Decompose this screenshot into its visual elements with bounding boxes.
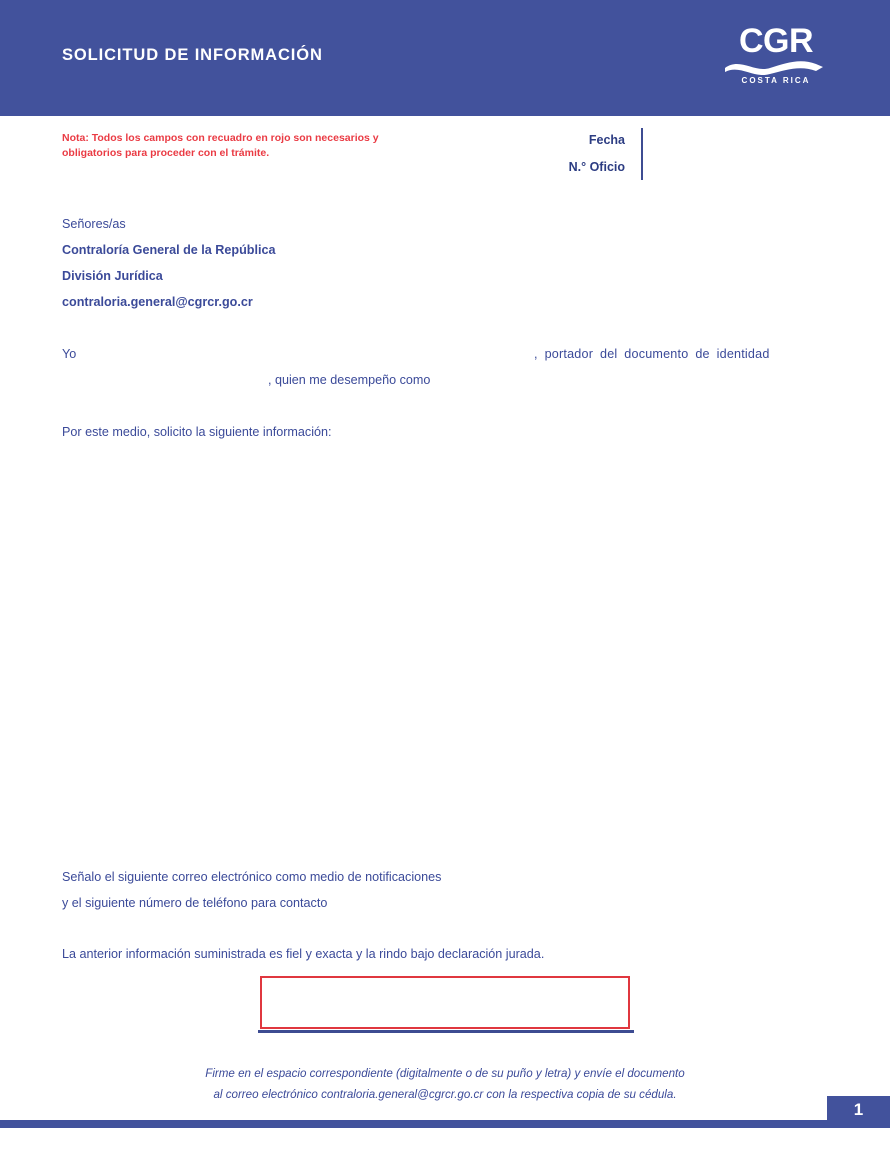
- declaration-prefix: Yo: [62, 347, 77, 361]
- declaration-paragraph: [62, 341, 828, 393]
- note-line-2: obligatorios para proceder con el trámite.: [62, 146, 270, 159]
- page-title: SOLICITUD DE INFORMACIÓN: [62, 46, 323, 64]
- footer-line-2: al correo electrónico contraloria.general@cgrcr.go.cr con la respectiva copia de su cédula.: [213, 1088, 677, 1101]
- fecha-label: Fecha: [588, 133, 625, 147]
- notification-email-line: Señalo el siguiente correo electrónico como medio de notificaciones: [62, 870, 442, 884]
- footer-line-1: Firme en el espacio correspondiente (digitalmente o de su puño y letra) y envíe el documento: [205, 1067, 685, 1080]
- document-meta-labels: [420, 127, 625, 181]
- declaration-suffix: , quien me desempeño como: [268, 373, 431, 387]
- request-content-field[interactable]: [62, 452, 828, 852]
- required-fields-note: [62, 131, 482, 160]
- declaration-line-2: [62, 367, 828, 393]
- addressee-salutation: Señores/as: [62, 217, 126, 231]
- addressee-division: División Jurídica: [62, 269, 163, 283]
- signature-underline: [258, 1030, 634, 1033]
- addressee-institution: Contraloría General de la República: [62, 243, 276, 257]
- meta-divider-rule: [641, 128, 643, 180]
- footer-bar: [0, 1120, 890, 1128]
- signature-field[interactable]: [260, 976, 630, 1029]
- notification-block: [62, 864, 441, 916]
- request-intro-text: Por este medio, solicito la siguiente información:: [62, 425, 332, 439]
- declaration-middle: , portador del documento de identidad: [534, 347, 770, 361]
- cgr-wave-icon: [724, 59, 828, 75]
- oficio-label: N.° Oficio: [568, 160, 625, 174]
- notification-phone-line: y el siguiente número de teléfono para contacto: [62, 896, 328, 910]
- footer-instructions: [62, 1063, 828, 1105]
- document-header: [0, 0, 890, 116]
- sworn-statement-text: La anterior información suministrada es fiel y exacta y la rindo bajo declaración jurada.: [62, 947, 545, 961]
- logo-subtitle: COSTA RICA: [741, 76, 811, 85]
- logo-wordmark: CGR: [738, 22, 814, 60]
- page-number-badge: 1: [827, 1096, 890, 1123]
- addressee-email: contraloria.general@cgrcr.go.cr: [62, 295, 253, 309]
- addressee-block: [62, 211, 275, 315]
- note-line-1: Nota: Todos los campos con recuadro en rojo son necesarios y: [62, 132, 379, 144]
- cgr-logo: [722, 24, 830, 96]
- declaration-line-1: [62, 341, 828, 367]
